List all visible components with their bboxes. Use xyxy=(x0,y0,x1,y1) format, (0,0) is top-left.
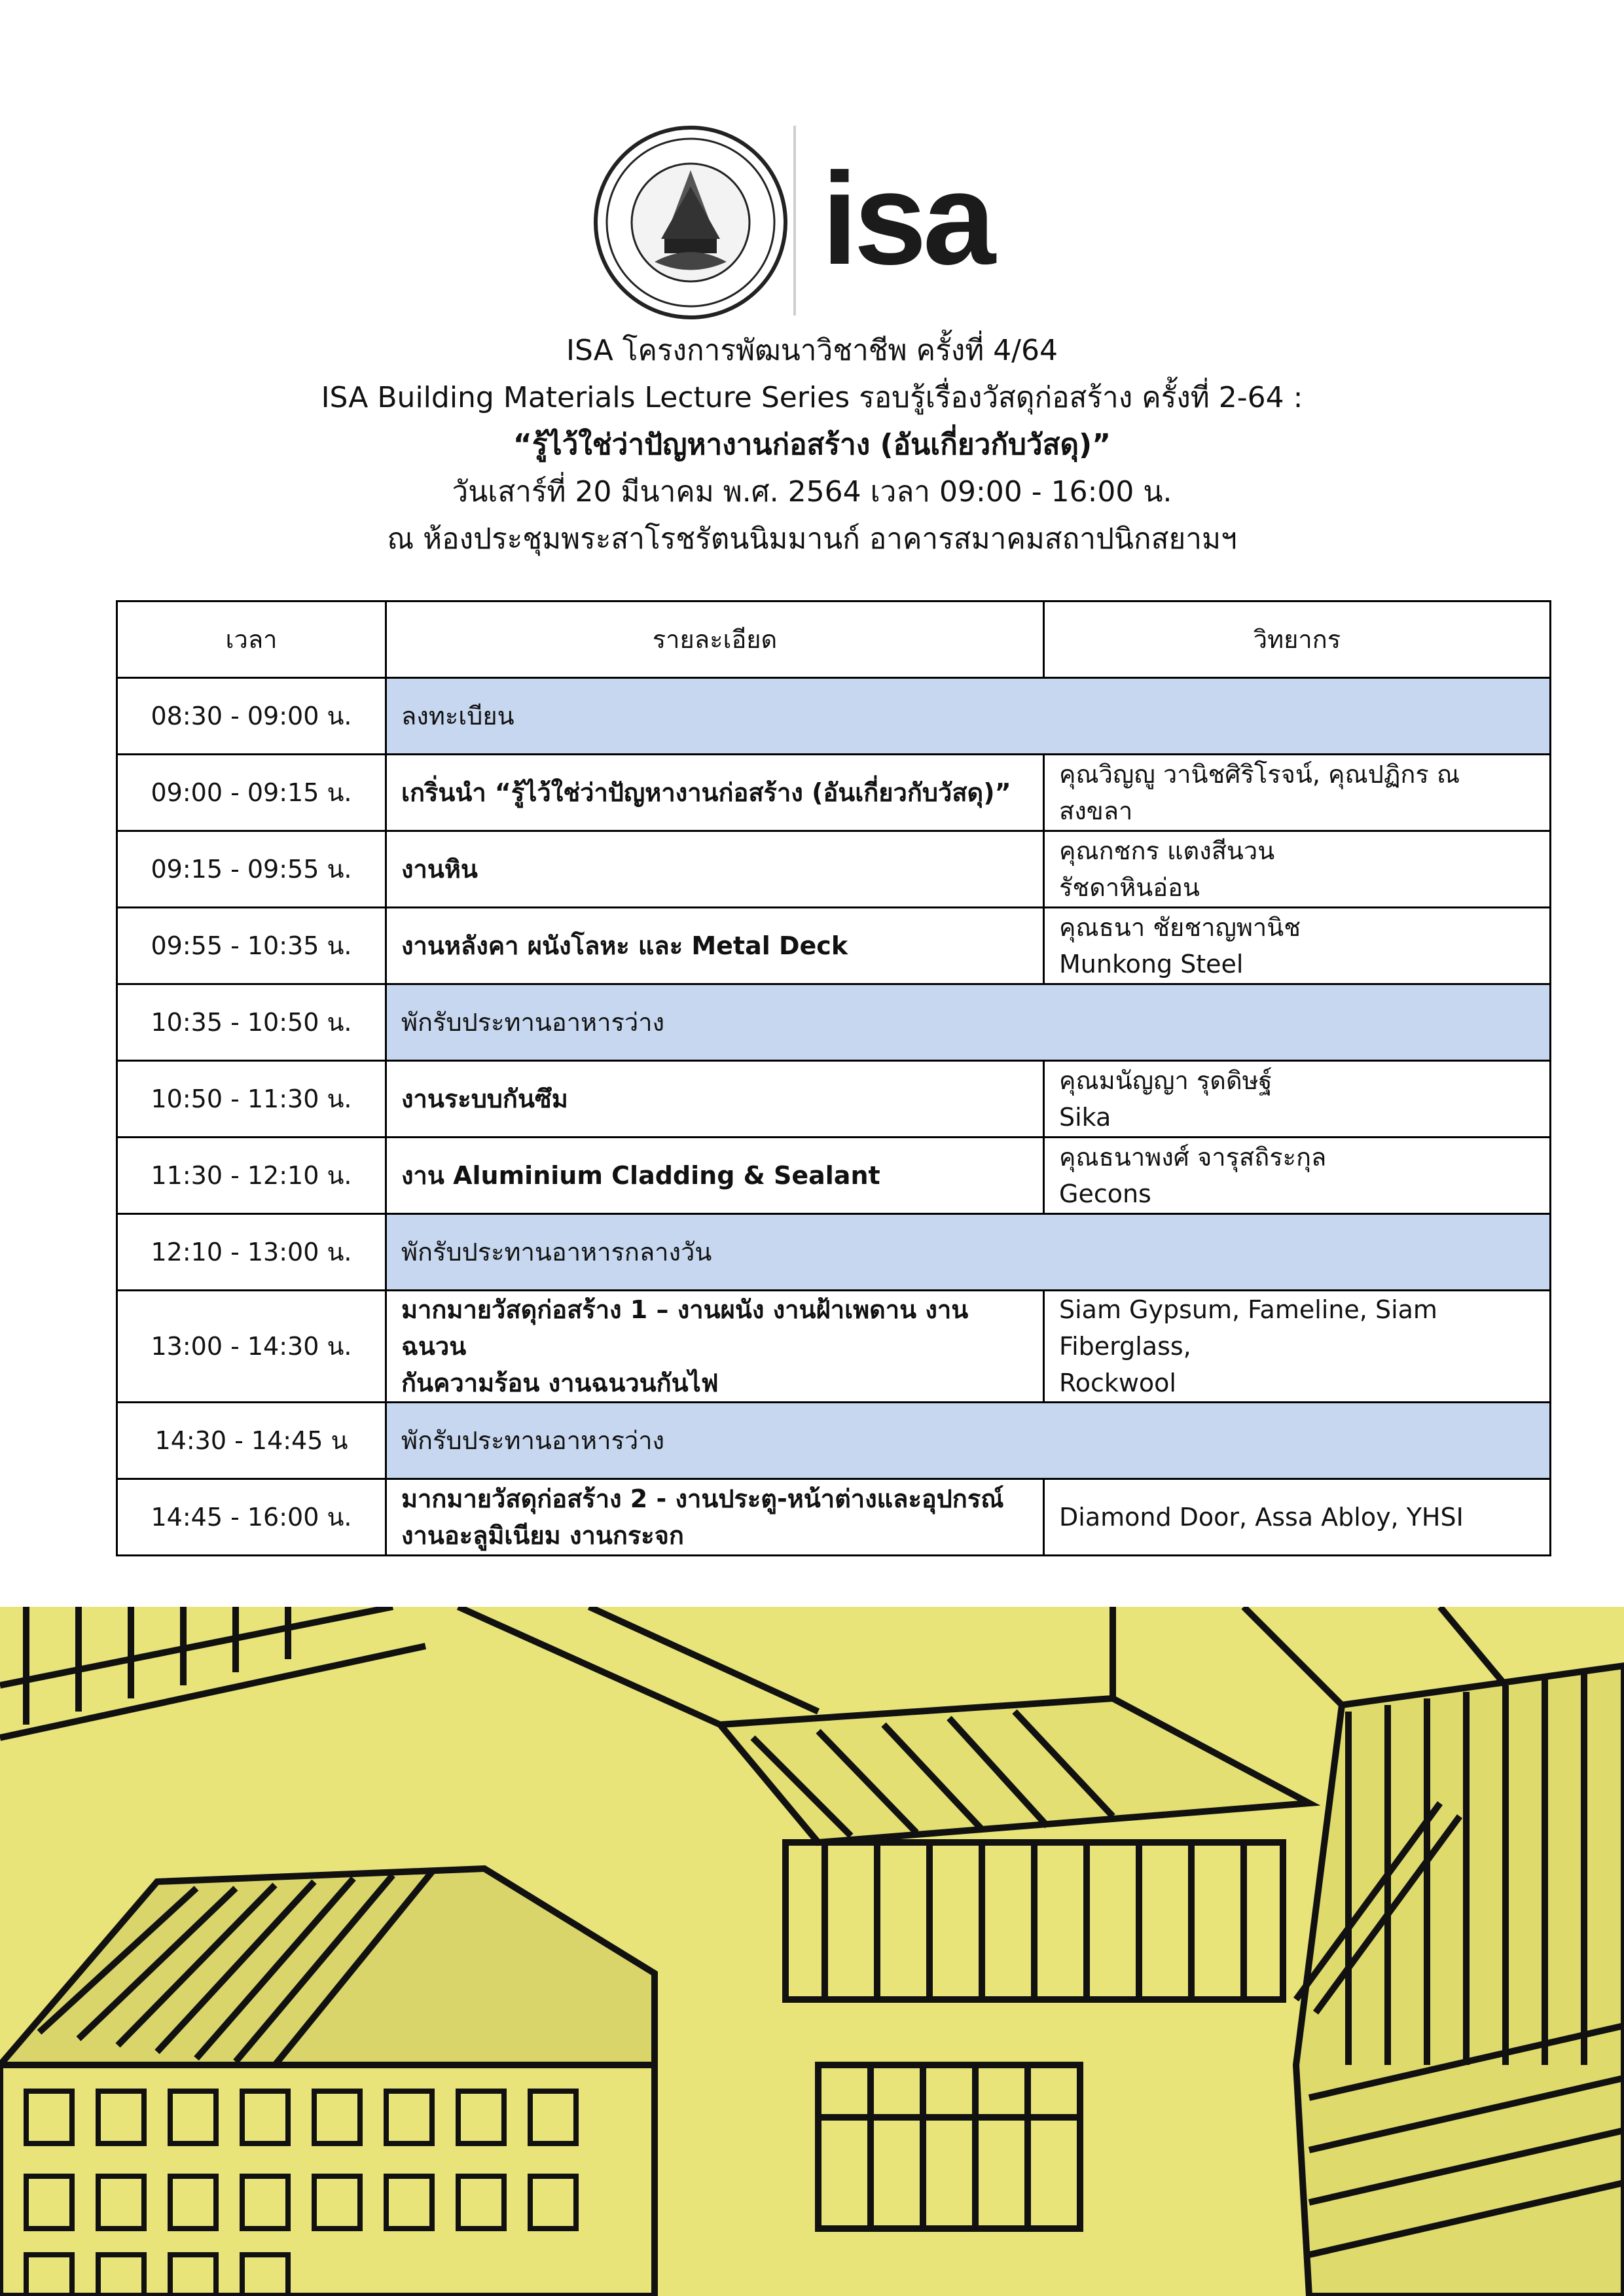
topic-line: มากมายวัสดุก่อสร้าง 1 – งานผนัง งานฝ้าเพดาน งานฉนวน xyxy=(401,1295,969,1361)
row-time: 09:55 - 10:35 น. xyxy=(117,908,386,984)
table-row xyxy=(117,1479,1551,1556)
header-time: เวลา xyxy=(117,601,386,678)
heading-series-line: ISA Building Materials Lecture Series รอบรู้เรื่องวัสดุก่อสร้าง ครั้งที่ 2-64 : xyxy=(321,381,1303,414)
table-row xyxy=(117,1291,1551,1403)
header-speaker: วิทยากร xyxy=(1044,601,1551,678)
topic-line: งานอะลูมิเนียม งานกระจก xyxy=(401,1521,684,1550)
row-time: 08:30 - 09:00 น. xyxy=(117,678,386,755)
row-topic: งานระบบกันซึม xyxy=(386,1061,1044,1138)
row-speaker xyxy=(1044,1291,1551,1403)
break-cell: พักรับประทานอาหารว่าง xyxy=(386,1403,1551,1479)
row-speaker: คุณวิญญู วานิชศิริโรจน์, คุณปฏิกร ณ สงขลา xyxy=(1044,755,1551,831)
table-row xyxy=(117,1138,1551,1214)
row-time: 10:35 - 10:50 น. xyxy=(117,984,386,1061)
building-sketch-illustration xyxy=(0,1607,1624,2296)
association-seal-logo xyxy=(592,124,789,321)
row-time: 14:45 - 16:00 น. xyxy=(117,1479,386,1556)
row-time: 09:15 - 09:55 น. xyxy=(117,831,386,908)
topic-line: มากมายวัสดุก่อสร้าง 2 - งานประตู-หน้าต่างและอุปกรณ์ xyxy=(401,1484,1004,1513)
header-detail: รายละเอียด xyxy=(386,601,1044,678)
break-cell: ลงทะเบียน xyxy=(386,678,1551,755)
speaker-company: Rockwool xyxy=(1059,1369,1176,1397)
row-speaker: Diamond Door, Assa Abloy, YHSI xyxy=(1044,1479,1551,1556)
table-row xyxy=(117,755,1551,831)
speaker-name: คุณกชกร แตงสีนวน xyxy=(1059,836,1275,865)
speaker-company: Gecons xyxy=(1059,1179,1151,1208)
row-speaker xyxy=(1044,831,1551,908)
speaker-company: รัชดาหินอ่อน xyxy=(1059,873,1200,902)
row-topic: เกริ่นนำ “รู้ไว้ใช่ว่าปัญหางานก่อสร้าง (อันเกี่ยวกับวัสดุ)” xyxy=(386,755,1044,831)
break-cell: พักรับประทานอาหารกลางวัน xyxy=(386,1214,1551,1291)
table-row xyxy=(117,908,1551,984)
topic-line: กันความร้อน งานฉนวนกันไฟ xyxy=(401,1369,719,1397)
table-row xyxy=(117,984,1551,1061)
heading-venue-line: ณ ห้องประชุมพระสาโรชรัตนนิมมานก์ อาคารสมาคมสถาปนิกสยามฯ xyxy=(387,522,1237,556)
table-row xyxy=(117,1403,1551,1479)
schedule-table xyxy=(116,600,1551,1556)
row-time: 13:00 - 14:30 น. xyxy=(117,1291,386,1403)
heading-program-line: ISA โครงการพัฒนาวิชาชีพ ครั้งที่ 4/64 xyxy=(566,334,1058,367)
event-heading xyxy=(0,327,1624,563)
heading-title-line: “รู้ไว้ใช่ว่าปัญหางานก่อสร้าง (อันเกี่ยวกับวัสดุ)” xyxy=(513,428,1111,461)
logo-divider xyxy=(793,126,796,315)
speaker-name: คุณธนา ชัยชาญพานิช xyxy=(1059,913,1301,942)
isa-logo: isa xyxy=(821,146,992,292)
row-speaker xyxy=(1044,1138,1551,1214)
row-time: 09:00 - 09:15 น. xyxy=(117,755,386,831)
row-topic: งาน Aluminium Cladding & Sealant xyxy=(386,1138,1044,1214)
logo-header xyxy=(0,118,1624,327)
heading-date-line: วันเสาร์ที่ 20 มีนาคม พ.ศ. 2564 เวลา 09:00 - 16:00 น. xyxy=(452,475,1172,509)
break-cell: พักรับประทานอาหารว่าง xyxy=(386,984,1551,1061)
row-topic: งานหิน xyxy=(386,831,1044,908)
table-row xyxy=(117,678,1551,755)
speaker-company: Sika xyxy=(1059,1103,1111,1132)
row-speaker xyxy=(1044,908,1551,984)
speaker-name: คุณมนัญญา รุดดิษฐ์ xyxy=(1059,1066,1272,1095)
speaker-name: คุณธนาพงศ์ จารุสถิระกุล xyxy=(1059,1143,1327,1172)
table-row xyxy=(117,1061,1551,1138)
row-time: 11:30 - 12:10 น. xyxy=(117,1138,386,1214)
speaker-company: Siam Gypsum, Fameline, Siam Fiberglass, xyxy=(1059,1295,1437,1361)
row-topic xyxy=(386,1479,1044,1556)
row-time: 10:50 - 11:30 น. xyxy=(117,1061,386,1138)
table-row xyxy=(117,1214,1551,1291)
row-time: 14:30 - 14:45 น xyxy=(117,1403,386,1479)
table-header-row xyxy=(117,601,1551,678)
row-topic: งานหลังคา ผนังโลหะ และ Metal Deck xyxy=(386,908,1044,984)
row-topic xyxy=(386,1291,1044,1403)
speaker-company: Munkong Steel xyxy=(1059,950,1244,978)
row-speaker xyxy=(1044,1061,1551,1138)
row-time: 12:10 - 13:00 น. xyxy=(117,1214,386,1291)
table-row xyxy=(117,831,1551,908)
